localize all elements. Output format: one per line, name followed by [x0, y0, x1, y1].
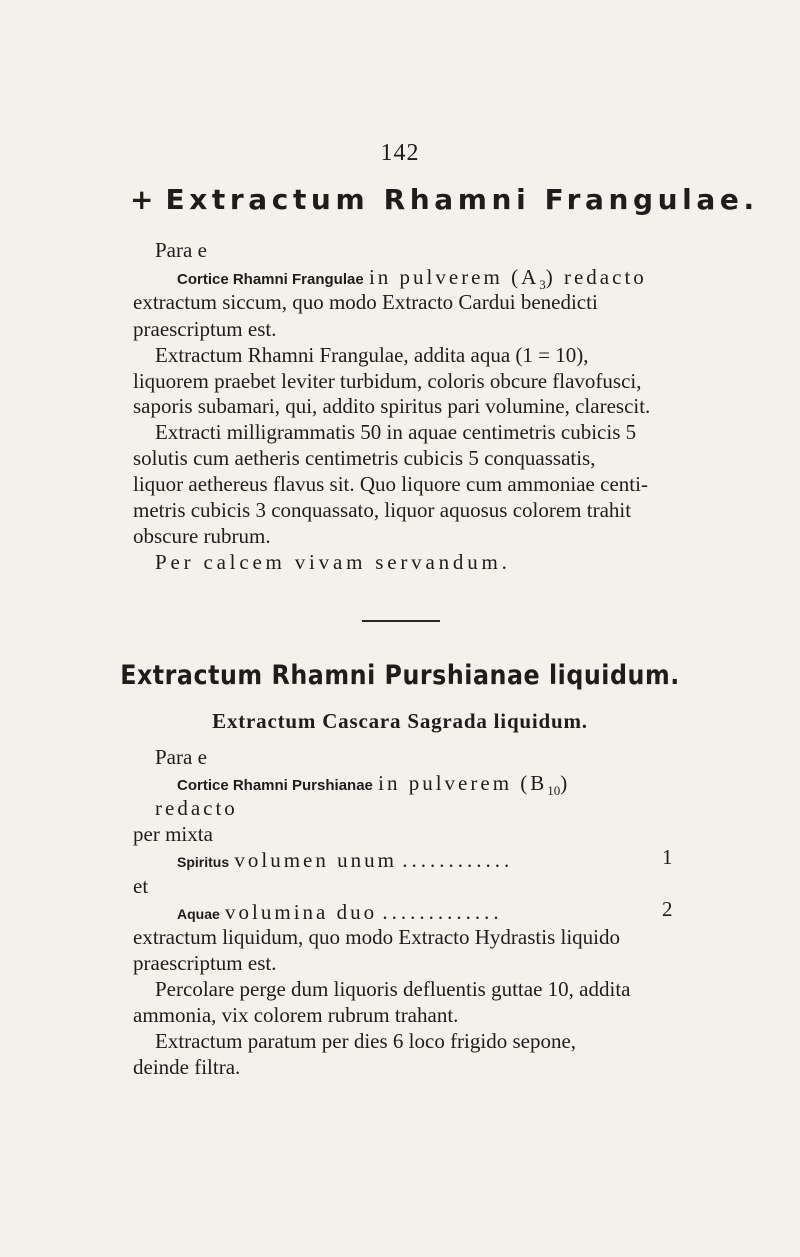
section1-ingredient-sub: 3	[539, 277, 546, 293]
section1-para-e: Para e	[155, 238, 207, 262]
aquae-dots: .............	[382, 900, 503, 924]
aquae-quantity: 2	[662, 897, 673, 921]
section-divider	[362, 620, 440, 622]
section1-storage: Per calcem vivam servandum.	[155, 550, 511, 574]
section1-ingredient-rest-a: in pulverem (A	[368, 265, 540, 289]
section1-line-1: extractum siccum, quo modo Extracto Cardui benedicti	[133, 290, 598, 314]
section2-aquae-line	[177, 899, 503, 927]
page-number: 142	[380, 140, 420, 166]
section2-per-mixta: per mixta	[133, 822, 213, 846]
plus-mark: +	[130, 183, 154, 216]
spiritus-name: Spiritus	[177, 854, 230, 870]
section1-title-row	[130, 183, 759, 216]
section2-ingredient-rest-b: )	[560, 771, 568, 795]
aquae-name: Aquae	[177, 906, 220, 922]
section1-line-5: saporis subamari, qui, addito spiritus pari volumine, clarescit.	[133, 394, 651, 418]
section1-line-6: Extracti milligrammatis 50 in aquae centimetris cubicis 5	[155, 420, 637, 444]
section2-et: et	[133, 874, 149, 898]
section1-title: Extractum Rhamni Frangulae.	[165, 183, 759, 216]
section2-subtitle: Extractum Cascara Sagrada liquidum.	[212, 709, 588, 733]
section1-ingredient-name: Cortice Rhamni Frangulae	[177, 271, 364, 288]
section2-line-1: extractum liquidum, quo modo Extracto Hydrastis liquido	[133, 925, 621, 949]
spiritus-rest: volumen unum	[234, 848, 397, 872]
section2-ingredient-rest-a: in pulverem (B	[378, 771, 548, 795]
section2-line-4: ammonia, vix colorem rubrum trahant.	[133, 1003, 459, 1027]
aquae-rest: volumina duo	[225, 900, 378, 924]
spiritus-quantity: 1	[662, 845, 673, 869]
section1-line-9: metris cubicis 3 conquassato, liquor aquosus colorem trahit	[133, 498, 632, 522]
section2-line-3: Percolare perge dum liquoris defluentis guttae 10, addita	[155, 977, 631, 1001]
section1-line-7: solutis cum aetheris centimetris cubicis 5 conquassatis,	[133, 446, 596, 470]
section1-line-4: liquorem praebet leviter turbidum, coloris obcure flavofusci,	[133, 369, 642, 393]
spiritus-dots: ............	[402, 848, 514, 872]
section2-title: Extractum Rhamni Purshianae liquidum.	[120, 660, 680, 691]
section2-line-6: deinde filtra.	[133, 1055, 241, 1079]
section2-para-e: Para e	[155, 745, 207, 769]
section1-line-3: Extractum Rhamni Frangulae, addita aqua (1 = 10),	[155, 343, 589, 367]
section1-line-2: praescriptum est.	[133, 317, 277, 341]
section1-line-8: liquor aethereus flavus sit. Quo liquore cum ammoniae centi-	[133, 472, 648, 496]
section1-line-10: obscure rubrum.	[133, 524, 271, 548]
section1-ingredient-rest-b: ) redacto	[545, 265, 647, 289]
section2-ingredient-name: Cortice Rhamni Purshianae	[177, 777, 373, 794]
section2-ingredient-sub: 10	[547, 783, 561, 799]
section2-redacto: redacto	[155, 796, 238, 820]
section2-line-5: Extractum paratum per dies 6 loco frigido sepone,	[155, 1029, 577, 1053]
section2-line-2: praescriptum est.	[133, 951, 277, 975]
section2-spiritus-line	[177, 847, 513, 875]
